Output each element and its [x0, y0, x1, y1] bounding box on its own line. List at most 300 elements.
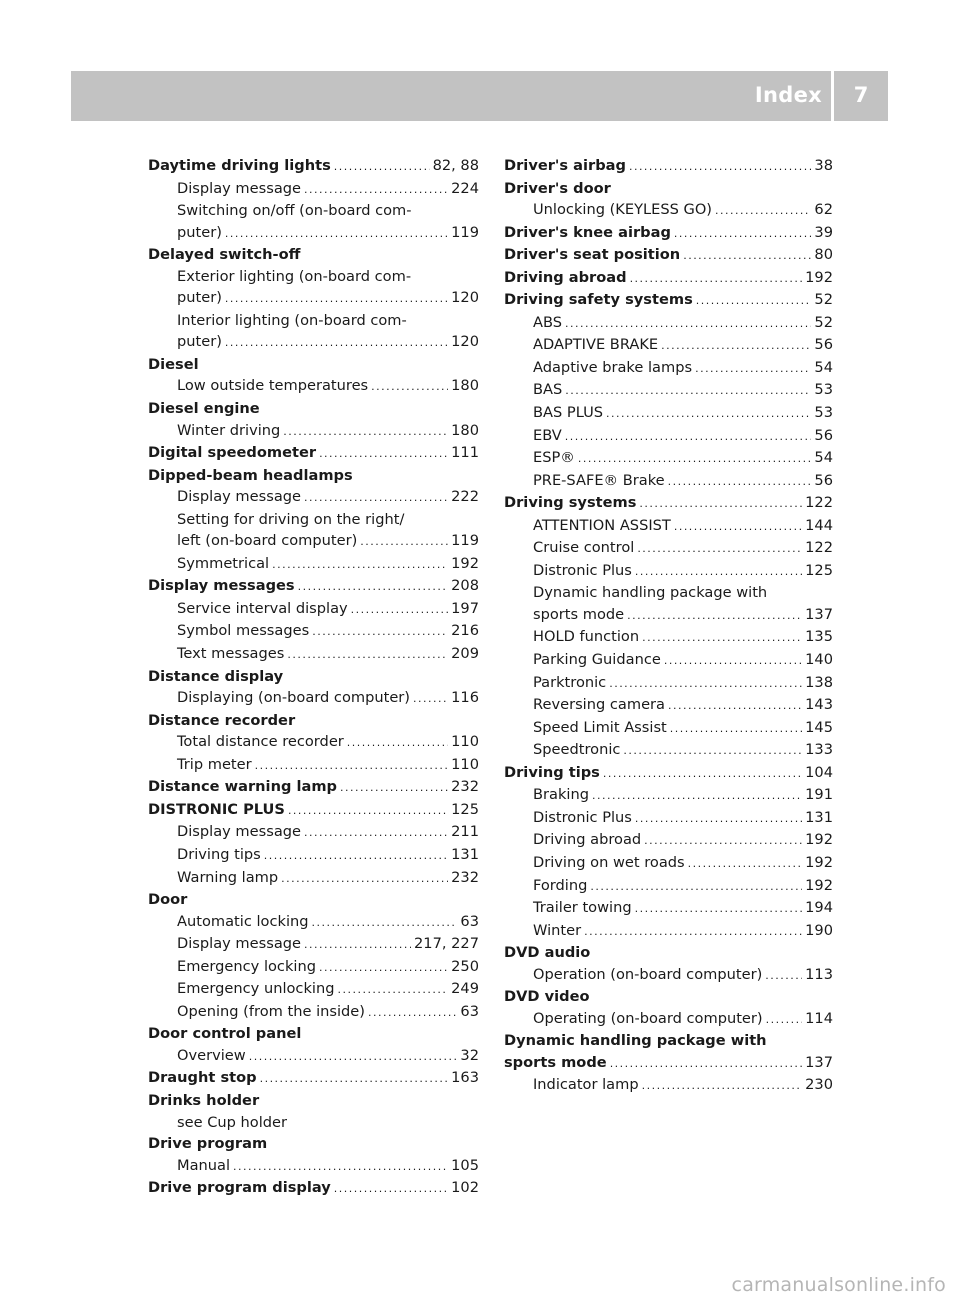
- entry-page: 140: [805, 651, 833, 669]
- index-entry: [504, 762, 833, 785]
- index-entry: [148, 666, 479, 688]
- leader-dots: [319, 443, 448, 465]
- index-subentry: [148, 530, 479, 553]
- leader-dots: [639, 493, 802, 515]
- index-subentry: [148, 687, 479, 710]
- leader-dots: [635, 898, 803, 920]
- index-column-right: [504, 155, 833, 1097]
- entry-term: Low outside temperatures: [177, 377, 369, 395]
- leader-dots: [260, 1068, 449, 1090]
- index-subentry: [148, 553, 479, 576]
- entry-page: 110: [451, 755, 479, 773]
- entry-term: Winter driving: [177, 421, 281, 439]
- leader-dots: [627, 605, 802, 627]
- index-entry: [504, 222, 833, 245]
- index-entry: [504, 178, 833, 200]
- entry-term: Winter: [533, 921, 582, 939]
- leader-dots: [766, 1009, 803, 1031]
- index-subentry: [148, 821, 479, 844]
- index-subentry: [504, 199, 833, 222]
- entry-term: Driving on wet roads: [533, 853, 685, 871]
- index-subentry: [504, 357, 833, 380]
- index-subentry: [504, 920, 833, 943]
- entry-term: Parktronic: [533, 673, 607, 691]
- leader-dots: [642, 627, 802, 649]
- entry-term: Opening (from the inside): [177, 1002, 365, 1020]
- leader-dots: [249, 1046, 458, 1068]
- entry-term: sports mode: [533, 605, 625, 623]
- leader-dots: [661, 335, 811, 357]
- leader-dots: [603, 763, 802, 785]
- entry-term: Interior lighting (on-board com-: [177, 311, 407, 329]
- leader-dots: [298, 576, 449, 598]
- entry-term: Display message: [177, 935, 302, 953]
- entry-page: 222: [451, 488, 479, 506]
- index-entry: [504, 492, 833, 515]
- leader-dots: [360, 531, 448, 553]
- index-subentry: [148, 266, 479, 288]
- entry-page: 56: [814, 336, 833, 354]
- entry-page: 56: [814, 426, 833, 444]
- entry-term: sports mode: [504, 1053, 607, 1071]
- index-subentry: [148, 331, 479, 354]
- entry-term: Unlocking (KEYLESS GO): [533, 201, 713, 219]
- index-subentry: [148, 1112, 479, 1134]
- index-subentry: [504, 560, 833, 583]
- entry-term: PRE-SAFE® Brake: [533, 471, 665, 489]
- section-title: Index: [754, 83, 822, 107]
- leader-dots: [590, 876, 802, 898]
- index-entry: [148, 398, 479, 420]
- index-subentry: [504, 807, 833, 830]
- index-subentry: [504, 312, 833, 335]
- entry-term: Exterior lighting (on-board com-: [177, 267, 412, 285]
- entry-page: 122: [805, 539, 833, 557]
- entry-term: Driving tips: [177, 845, 261, 863]
- index-subentry: [148, 310, 479, 332]
- entry-page: 230: [805, 1076, 833, 1094]
- entry-page: 211: [451, 823, 479, 841]
- leader-dots: [765, 965, 802, 987]
- index-subentry: [504, 515, 833, 538]
- entry-term: Reversing camera: [533, 696, 665, 714]
- index-subentry: [504, 1008, 833, 1031]
- leader-dots: [304, 487, 448, 509]
- index-entry: [148, 799, 479, 822]
- entry-term: Delayed switch-off: [148, 246, 301, 264]
- entry-term: see Cup holder: [177, 1113, 288, 1131]
- index-subentry: [148, 643, 479, 666]
- entry-term: Symmetrical: [177, 554, 270, 572]
- index-subentry: [504, 829, 833, 852]
- entry-term: Dynamic handling package with: [504, 1032, 767, 1050]
- index-entry: [148, 776, 479, 799]
- entry-term: DVD video: [504, 988, 590, 1006]
- index-subentry: [504, 964, 833, 987]
- index-subentry: [148, 598, 479, 621]
- leader-dots: [565, 380, 811, 402]
- entry-page: 63: [460, 912, 479, 930]
- entry-term: HOLD function: [533, 628, 640, 646]
- entry-term: Fording: [533, 876, 588, 894]
- page-number: 7: [853, 83, 869, 107]
- leader-dots: [606, 403, 811, 425]
- entry-term: Diesel engine: [148, 400, 260, 418]
- index-subentry: [148, 844, 479, 867]
- entry-term: BAS PLUS: [533, 404, 604, 422]
- entry-term: Warning lamp: [177, 868, 279, 886]
- leader-dots: [696, 290, 812, 312]
- entry-term: Emergency unlocking: [177, 980, 335, 998]
- entry-term: Drive program display: [148, 1179, 331, 1197]
- leader-dots: [578, 448, 812, 470]
- leader-dots: [592, 785, 802, 807]
- index-subentry: [148, 486, 479, 509]
- entry-term: Displaying (on-board computer): [177, 689, 410, 707]
- leader-dots: [668, 471, 812, 493]
- index-subentry: [148, 1001, 479, 1024]
- index-entry: [148, 1067, 479, 1090]
- leader-dots: [683, 245, 811, 267]
- entry-page: 145: [805, 718, 833, 736]
- entry-page: 131: [451, 845, 479, 863]
- index-entry: [504, 1052, 833, 1075]
- entry-page: 192: [451, 554, 479, 572]
- entry-term: Driving tips: [504, 763, 600, 781]
- entry-page: 62: [814, 201, 833, 219]
- entry-page: 38: [814, 157, 833, 174]
- entry-term: Setting for driving on the right/: [177, 510, 405, 528]
- index-entry: [148, 710, 479, 732]
- entry-page: 232: [451, 778, 479, 796]
- index-subentry: [504, 694, 833, 717]
- entry-page: 39: [814, 223, 833, 241]
- entry-page: 111: [451, 444, 479, 462]
- leader-dots: [637, 538, 802, 560]
- entry-page: 249: [451, 980, 479, 998]
- entry-page: 120: [451, 333, 479, 351]
- index-entry: [148, 354, 479, 376]
- leader-dots: [225, 288, 448, 310]
- entry-page: 135: [805, 628, 833, 646]
- entry-term: EBV: [533, 426, 562, 444]
- index-entry: [504, 1030, 833, 1052]
- entry-page: 116: [451, 689, 479, 707]
- entry-page: 53: [814, 404, 833, 422]
- entry-term: Driver's knee airbag: [504, 223, 671, 241]
- entry-page: 82, 88: [432, 157, 479, 174]
- entry-page: 125: [451, 800, 479, 818]
- index-entry: [148, 1133, 479, 1155]
- index-subentry: [504, 897, 833, 920]
- leader-dots: [670, 718, 802, 740]
- leader-dots: [225, 223, 448, 245]
- entry-term: ADAPTIVE BRAKE: [533, 336, 659, 354]
- entry-page: 56: [814, 471, 833, 489]
- index-entry: [148, 1177, 479, 1200]
- entry-page: 52: [814, 291, 833, 309]
- leader-dots: [304, 179, 448, 201]
- entry-page: 80: [814, 246, 833, 264]
- index-subentry: [148, 731, 479, 754]
- index-subentry: [148, 509, 479, 531]
- entry-term: Driving abroad: [504, 268, 627, 286]
- entry-page: 113: [805, 965, 833, 983]
- entry-page: 120: [451, 289, 479, 307]
- index-subentry: [504, 334, 833, 357]
- index-subentry: [504, 604, 833, 627]
- index-column-left: [148, 155, 479, 1200]
- entry-term: Speedtronic: [533, 741, 621, 759]
- index-entry: [148, 244, 479, 266]
- leader-dots: [635, 561, 802, 583]
- index-subentry: [504, 425, 833, 448]
- leader-dots: [233, 1156, 448, 1178]
- index-subentry: [148, 933, 479, 956]
- entry-term: left (on-board computer): [177, 532, 358, 550]
- leader-dots: [368, 1002, 457, 1024]
- leader-dots: [272, 554, 448, 576]
- leader-dots: [629, 156, 811, 178]
- entry-term: Operation (on-board computer): [533, 965, 763, 983]
- entry-term: Speed Limit Assist: [533, 718, 667, 736]
- entry-page: 250: [451, 957, 479, 975]
- leader-dots: [334, 1178, 448, 1200]
- entry-term: Drive program: [148, 1135, 268, 1153]
- index-entry: [148, 442, 479, 465]
- entry-page: 208: [451, 577, 479, 595]
- index-subentry: [504, 649, 833, 672]
- index-subentry: [148, 200, 479, 222]
- entry-term: Door control panel: [148, 1025, 302, 1043]
- leader-dots: [351, 599, 448, 621]
- entry-page: 224: [451, 179, 479, 197]
- entry-term: ATTENTION ASSIST: [533, 516, 671, 534]
- index-subentry: [148, 222, 479, 245]
- header-bar: [71, 71, 831, 121]
- index-subentry: [504, 784, 833, 807]
- entry-page: 190: [805, 921, 833, 939]
- entry-page: 163: [451, 1069, 479, 1087]
- leader-dots: [319, 957, 448, 979]
- entry-term: Manual: [177, 1156, 231, 1174]
- index-entry: [504, 289, 833, 312]
- leader-dots: [287, 644, 448, 666]
- entry-page: 63: [460, 1002, 479, 1020]
- entry-term: Distance display: [148, 667, 284, 685]
- leader-dots: [304, 822, 448, 844]
- entry-term: Emergency locking: [177, 957, 316, 975]
- entry-term: Display message: [177, 488, 302, 506]
- entry-term: Display message: [177, 179, 302, 197]
- entry-page: 114: [805, 1009, 833, 1027]
- entry-term: Trip meter: [177, 755, 252, 773]
- index-subentry: [504, 402, 833, 425]
- index-subentry: [504, 875, 833, 898]
- leader-dots: [565, 313, 811, 335]
- index-entry: [504, 986, 833, 1008]
- entry-page: 137: [805, 1053, 833, 1071]
- leader-dots: [609, 673, 802, 695]
- index-subentry: [148, 911, 479, 934]
- entry-term: Driving abroad: [533, 831, 642, 849]
- leader-dots: [340, 777, 448, 799]
- entry-term: Service interval display: [177, 599, 348, 617]
- entry-page: 194: [805, 899, 833, 917]
- leader-dots: [674, 516, 802, 538]
- leader-dots: [644, 830, 802, 852]
- entry-page: 192: [805, 268, 833, 286]
- index-subentry: [148, 956, 479, 979]
- leader-dots: [695, 358, 811, 380]
- index-entry: [148, 575, 479, 598]
- index-subentry: [148, 287, 479, 310]
- entry-page: 144: [805, 516, 833, 534]
- entry-term: Driver's door: [504, 179, 611, 197]
- entry-term: Door: [148, 891, 188, 909]
- leader-dots: [225, 332, 448, 354]
- entry-term: DISTRONIC PLUS: [148, 800, 285, 818]
- leader-dots: [584, 921, 802, 943]
- entry-term: Adaptive brake lamps: [533, 358, 693, 376]
- entry-term: Driving safety systems: [504, 291, 693, 309]
- entry-term: Driver's airbag: [504, 157, 626, 174]
- leader-dots: [347, 732, 448, 754]
- entry-page: 191: [805, 786, 833, 804]
- entry-term: ABS: [533, 313, 563, 331]
- entry-term: Driver's seat position: [504, 246, 681, 264]
- entry-term: puter): [177, 289, 222, 307]
- entry-term: Daytime driving lights: [148, 157, 331, 174]
- index-subentry: [504, 852, 833, 875]
- entry-term: Cruise control: [533, 539, 635, 557]
- entry-page: 133: [805, 741, 833, 759]
- entry-term: Operating (on-board computer): [533, 1009, 763, 1027]
- entry-page: 138: [805, 673, 833, 691]
- index-entry: [148, 155, 479, 178]
- index-subentry: [148, 978, 479, 1001]
- entry-term: Overview: [177, 1046, 246, 1064]
- leader-dots: [610, 1053, 802, 1075]
- index-entry: [504, 267, 833, 290]
- index-entry: [504, 942, 833, 964]
- index-subentry: [148, 867, 479, 890]
- watermark-text: carmanualsonline.info: [731, 1274, 946, 1296]
- leader-dots: [334, 156, 430, 178]
- entry-page: 192: [805, 831, 833, 849]
- index-subentry: [504, 447, 833, 470]
- entry-term: BAS: [533, 381, 563, 399]
- entry-page: 119: [451, 532, 479, 550]
- entry-term: Dynamic handling package with: [533, 584, 768, 602]
- entry-term: Dipped-beam headlamps: [148, 466, 353, 484]
- index-subentry: [148, 420, 479, 443]
- entry-term: puter): [177, 223, 222, 241]
- leader-dots: [635, 808, 802, 830]
- entry-term: Draught stop: [148, 1069, 257, 1087]
- entry-page: 180: [451, 421, 479, 439]
- entry-page: 192: [805, 853, 833, 871]
- entry-term: DVD audio: [504, 944, 591, 962]
- leader-dots: [283, 421, 448, 443]
- entry-term: Distronic Plus: [533, 561, 632, 579]
- entry-page: 105: [451, 1156, 479, 1174]
- leader-dots: [255, 755, 449, 777]
- index-subentry: [504, 582, 833, 604]
- entry-term: Drinks holder: [148, 1091, 260, 1109]
- leader-dots: [337, 979, 448, 1001]
- entry-term: Switching on/off (on-board com-: [177, 202, 412, 220]
- index-subentry: [148, 1045, 479, 1068]
- leader-dots: [664, 650, 802, 672]
- entry-page: 143: [805, 696, 833, 714]
- index-entry: [148, 889, 479, 911]
- index-entry: [504, 244, 833, 267]
- index-subentry: [148, 754, 479, 777]
- entry-page: 217, 227: [414, 935, 479, 953]
- leader-dots: [312, 621, 448, 643]
- entry-page: 54: [814, 449, 833, 467]
- index-subentry: [504, 717, 833, 740]
- index-subentry: [148, 375, 479, 398]
- entry-term: Diesel: [148, 355, 199, 373]
- entry-page: 216: [451, 622, 479, 640]
- entry-page: 52: [814, 313, 833, 331]
- entry-page: 53: [814, 381, 833, 399]
- leader-dots: [642, 1075, 803, 1097]
- entry-page: 54: [814, 358, 833, 376]
- leader-dots: [288, 800, 448, 822]
- entry-term: Text messages: [177, 645, 285, 663]
- entry-page: 180: [451, 377, 479, 395]
- entry-page: 137: [805, 605, 833, 623]
- entry-page: 209: [451, 645, 479, 663]
- entry-page: 122: [805, 494, 833, 512]
- leader-dots: [413, 688, 448, 710]
- entry-term: Total distance recorder: [177, 733, 344, 751]
- entry-page: 110: [451, 733, 479, 751]
- index-entry: [148, 1090, 479, 1112]
- entry-page: 104: [805, 763, 833, 781]
- index-subentry: [504, 470, 833, 493]
- entry-page: 232: [451, 868, 479, 886]
- index-subentry: [148, 178, 479, 201]
- index-subentry: [148, 1155, 479, 1178]
- entry-term: Indicator lamp: [533, 1076, 639, 1094]
- index-subentry: [148, 620, 479, 643]
- entry-page: 125: [805, 561, 833, 579]
- entry-term: Automatic locking: [177, 912, 309, 930]
- entry-term: ESP®: [533, 449, 575, 467]
- leader-dots: [668, 695, 802, 717]
- entry-page: 119: [451, 223, 479, 241]
- leader-dots: [630, 268, 803, 290]
- entry-page: 102: [451, 1179, 479, 1197]
- entry-term: Trailer towing: [533, 899, 632, 917]
- index-subentry: [504, 672, 833, 695]
- index-subentry: [504, 626, 833, 649]
- entry-term: Display messages: [148, 577, 295, 595]
- index-entry: [148, 465, 479, 487]
- index-subentry: [504, 1074, 833, 1097]
- leader-dots: [304, 934, 411, 956]
- leader-dots: [565, 426, 812, 448]
- index-subentry: [504, 537, 833, 560]
- index-subentry: [504, 739, 833, 762]
- entry-term: Driving systems: [504, 494, 637, 512]
- leader-dots: [264, 845, 448, 867]
- leader-dots: [674, 223, 812, 245]
